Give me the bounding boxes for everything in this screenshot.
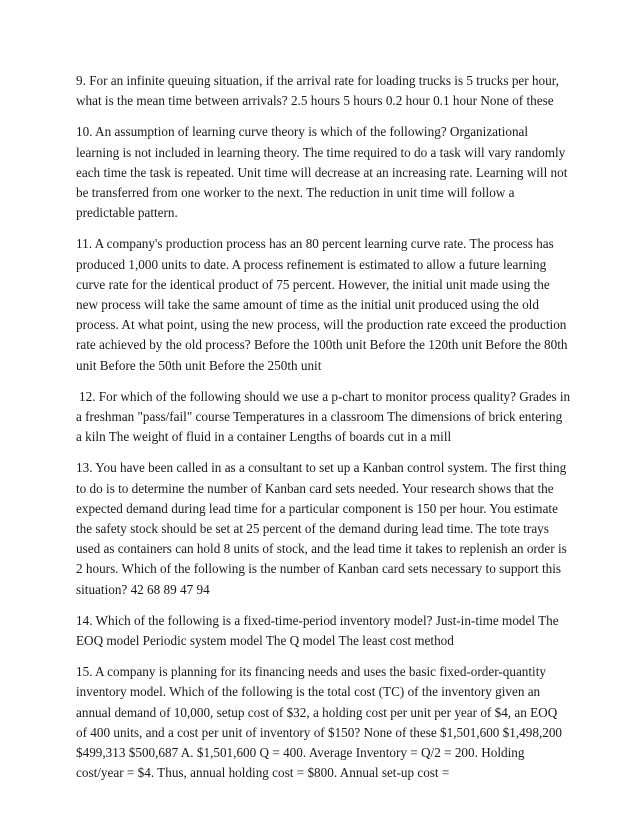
question-12: 12. For which of the following should we use a p-chart to monitor process quality? Grades in a freshman "pass/fail" course Temperatures in a classroom The dimensions of brick entering a kiln The weight of fluid in a container Lengths of boards cut in a mill: [76, 388, 571, 445]
question-14: 14. Which of the following is a fixed-time-period inventory model? Just-in-time model The EOQ model Periodic system model The Q model The least cost method: [76, 612, 559, 649]
document-page: [76, 71, 571, 795]
question-10: 10. An assumption of learning curve theory is which of the following? Organizational learning is not included in learning theory. The time required to do a task will vary randomly each time the task is repeated. Unit time will decrease at an increasing rate. Learning will not be transferred from one worker to the next. The reduction in unit time will follow a predictable pattern.: [76, 124, 568, 221]
question-9: 9. For an infinite queuing situation, if the arrival rate for loading trucks is 5 trucks per hour, what is the mean time between arrivals? 2.5 hours 5 hours 0.2 hour 0.1 hour None of these: [76, 73, 559, 109]
question-15: 15. A company is planning for its financing needs and uses the basic fixed-order-quantity inventory model. Which of the following is the total cost (TC) of the inventory given an annual demand of 10,000, setup cost of $32, a holding cost per unit per year of $4, an EOQ of 400 units, and a cost per unit of inventory of $150? None of these $1,501,600 $1,498,200 $499,313 $500,687 A. $1,501,600 Q = 400. Average Inventory = Q/2 = 200. Holding cost/year = $4. Thus, annual holding cost = $800. Annual set-up cost =: [76, 664, 563, 781]
question-13: 13. You have been called in as a consultant to set up a Kanban control system. The first thing to do is to determine the number of Kanban card sets needed. Your research shows that the expected demand during lead time for a particular component is 150 per hour. You estimate the safety stock should be set at 25 percent of the demand during lead time. The tote trays used as containers can hold 8 units of stock, and the lead time it takes to replenish an order is 2 hours. Which of the following is the number of Kanban card sets necessary to support this situation? 42 68 89 47 94: [76, 460, 567, 597]
question-11: 11. A company's production process has an 80 percent learning curve rate. The process has produced 1,000 units to date. A process refinement is estimated to allow a future learning curve rate for the identical product of 75 percent. However, the initial unit made using the new process will take the same amount of time as the initial unit produced using the old process. At what point, using the new process, will the production rate exceed the production rate achieved by the old process? Before the 100th unit Before the 120th unit Before the 80th unit Before the 50th unit Before the 250th unit: [76, 236, 568, 373]
